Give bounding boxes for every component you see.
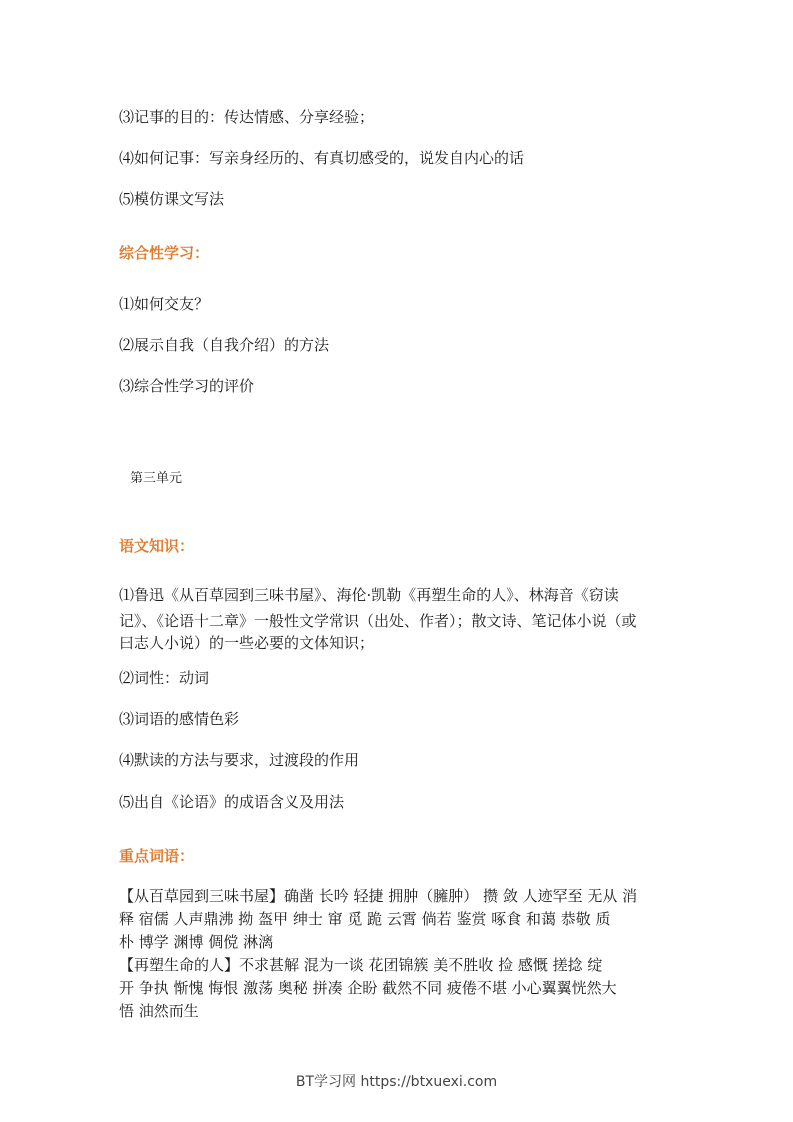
vocab-line: 开 争执 惭愧 悔恨 激荡 奥秘 拼凑 企盼 截然不同 疲倦不堪 小心翼翼恍然大 <box>119 979 617 997</box>
writing-item-4: ⑷如何记事：写亲身经历的、有真切感受的，说发自内心的话 <box>119 149 525 167</box>
vocab-line: 【再塑生命的人】不求甚解 混为一谈 花团锦簇 美不胜收 捡 感慨 搓捻 绽 <box>119 956 603 974</box>
vocab-line: 释 宿儒 人声鼎沸 拗 盔甲 绅士 窜 觅 跪 云霄 倘若 鉴赏 啄食 和蔼 恭敬 质 <box>119 910 611 928</box>
knowledge-item-1-line: ⑴鲁迅《从百草园到三味书屋》、海伦·凯勒《再塑生命的人》、林海音《窃读 <box>119 586 619 604</box>
unit-title: 第三单元 <box>130 471 183 486</box>
knowledge-item-1 <box>119 580 675 654</box>
vocab-heading: 重点词语： <box>119 847 195 865</box>
writing-item-5: ⑸模仿课文写法 <box>119 190 225 208</box>
knowledge-item-2: ⑵词性：动词 <box>119 669 210 687</box>
comprehensive-heading: 综合性学习： <box>119 244 210 262</box>
knowledge-heading: 语文知识： <box>119 537 195 555</box>
knowledge-item-1-line: 曰志人小说）的一些必要的文体知识； <box>119 634 375 652</box>
comprehensive-item-3: ⑶综合性学习的评价 <box>119 377 255 395</box>
knowledge-item-3: ⑶词语的感情色彩 <box>119 710 240 728</box>
knowledge-item-1-line: 记》、《论语十二章》一般性文学常识（出处、作者）；散文诗、笔记体小说（或 <box>119 612 637 630</box>
vocab-line: 朴 博学 渊博 倜傥 淋漓 <box>119 933 274 951</box>
vocab-line: 【从百草园到三味书屋】确凿 长吟 轻捷 拥肿（臃肿） 攒 敛 人迹罕至 无从 消 <box>119 887 638 905</box>
vocab-block <box>119 885 675 1023</box>
comprehensive-item-1: ⑴如何交友？ <box>119 295 210 313</box>
vocab-line: 悟 油然而生 <box>119 1002 199 1020</box>
knowledge-item-5: ⑸出自《论语》的成语含义及用法 <box>119 793 345 811</box>
comprehensive-item-2: ⑵展示自我（自我介绍）的方法 <box>119 336 330 354</box>
knowledge-item-4: ⑷默读的方法与要求，过渡段的作用 <box>119 751 360 769</box>
writing-item-3: ⑶记事的目的：传达情感、分享经验； <box>119 108 375 126</box>
footer-watermark: BT学习网 https://btxuexi.com <box>295 1074 498 1090</box>
